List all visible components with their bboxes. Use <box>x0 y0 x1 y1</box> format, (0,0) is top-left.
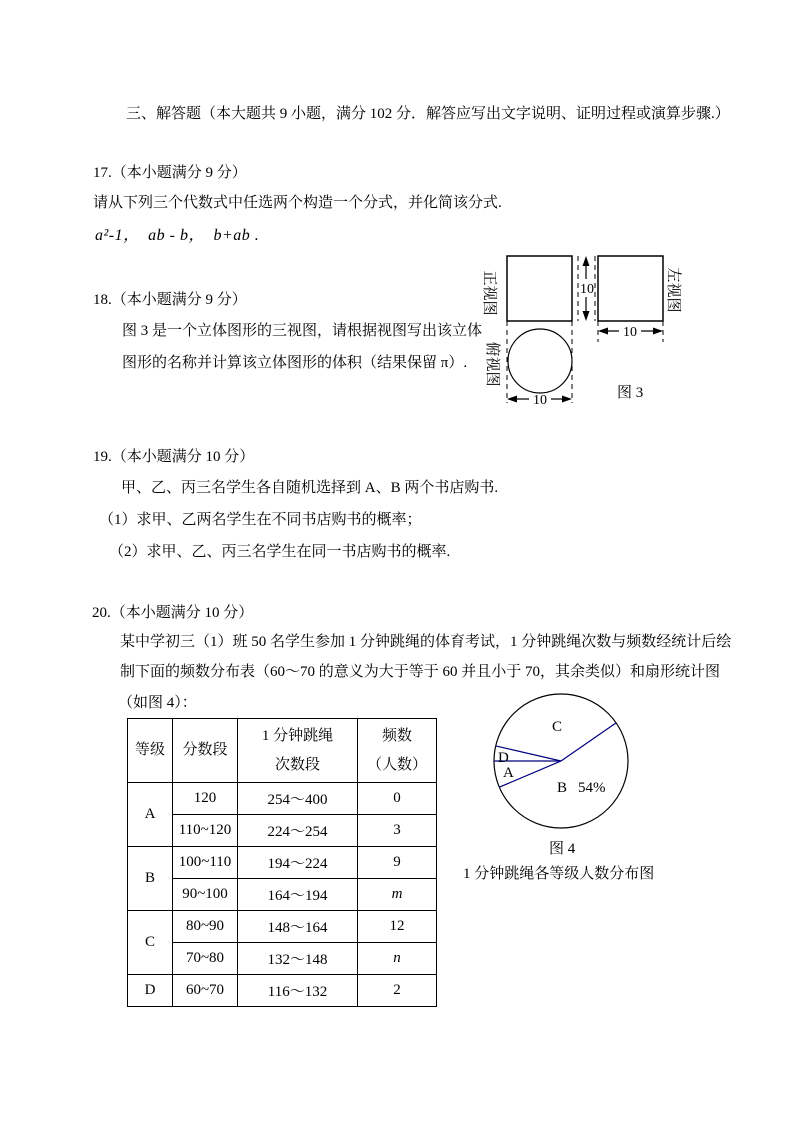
table-row <box>128 815 437 847</box>
freq-cell: 3 <box>358 815 437 847</box>
diameter-dimension-label: 10 <box>533 393 547 408</box>
pie-label-b: B <box>557 780 568 796</box>
figure4-caption: 图 4 <box>549 841 576 857</box>
q17-body: 请从下列三个代数式中任选两个构造一个分式，并化简该分式. <box>93 195 502 211</box>
header-freq-line2: （人数） <box>366 756 427 773</box>
table-row <box>128 943 437 975</box>
header-freq <box>358 719 437 783</box>
score-cell: 80~90 <box>173 911 238 943</box>
pie-label-b-percent: 54% <box>578 780 606 796</box>
score-cell: 100~110 <box>173 847 238 879</box>
front-view-square <box>507 256 572 321</box>
header-grade: 等级 <box>128 719 173 783</box>
q18-body-line1: 图 3 是一个立体图形的三视图，请根据视图写出该立体 <box>122 323 483 339</box>
figure4-pie-chart <box>485 688 645 838</box>
frequency-table <box>127 718 437 1007</box>
table-row <box>128 783 437 815</box>
top-view-label: 俯视图 <box>484 341 500 387</box>
q19-part1: （1）求甲、乙两名学生在不同书店购书的概率； <box>99 512 422 528</box>
score-cell: 90~100 <box>173 879 238 911</box>
width-dimension-label: 10 <box>623 325 637 340</box>
figure3-three-view-diagram <box>470 245 695 413</box>
left-view-label: 左视图 <box>665 267 681 313</box>
freq-cell-variable-m: m <box>358 879 437 911</box>
q18-body-line2: 图形的名称并计算该立体图形的体积（结果保留 π）. <box>122 355 468 371</box>
q20-number: 20.（本小题满分 10 分） <box>92 605 254 621</box>
score-cell: 70~80 <box>173 943 238 975</box>
jumps-cell: 224～254 <box>238 815 358 847</box>
table-header-row <box>128 719 437 783</box>
jumps-cell: 132～148 <box>238 943 358 975</box>
freq-cell: 12 <box>358 911 437 943</box>
jumps-cell: 148～164 <box>238 911 358 943</box>
pie-label-c: C <box>552 719 563 735</box>
left-view-square <box>598 256 663 321</box>
freq-cell: 9 <box>358 847 437 879</box>
figure4-subtitle: 1 分钟跳绳各等级人数分布图 <box>463 866 655 882</box>
jumps-cell: 194～224 <box>238 847 358 879</box>
figure3-caption: 图 3 <box>617 385 644 401</box>
height-dimension-label: 10 <box>580 282 594 297</box>
table-row <box>128 847 437 879</box>
q19-body: 甲、乙、丙三名学生各自随机选择到 A、B 两个书店购书. <box>121 480 499 496</box>
grade-cell-b: B <box>128 847 173 911</box>
section-heading: 三、解答题（本大题共 9 小题，满分 102 分．解答应写出文字说明、证明过程或演算步骤.） <box>126 106 730 122</box>
projection-dashed-lines <box>507 256 663 403</box>
q19-part2: （2）求甲、乙、丙三名学生在同一书店购书的概率. <box>109 544 451 560</box>
q17-number: 17.（本小题满分 9 分） <box>93 165 247 181</box>
score-cell: 60~70 <box>173 975 238 1007</box>
q20-body-line3: （如图 4）： <box>118 695 197 711</box>
grade-cell-c: C <box>128 911 173 975</box>
table-row <box>128 975 437 1007</box>
q20-body-line1: 某中学初三（1）班 50 名学生参加 1 分钟跳绳的体育考试，1 分钟跳绳次数与频数经统计后绘 <box>120 634 732 650</box>
table-row <box>128 879 437 911</box>
table-row <box>128 911 437 943</box>
score-cell: 120 <box>173 783 238 815</box>
jumps-cell: 254～400 <box>238 783 358 815</box>
q20-body-line2: 制下面的频数分布表（60～70 的意义为大于等于 60 并且小于 70，其余类似）和扇形统计图 <box>120 664 721 680</box>
freq-cell: 0 <box>358 783 437 815</box>
score-cell: 110~120 <box>173 815 238 847</box>
header-jumps-line1: 1 分钟跳绳 <box>261 727 334 744</box>
jumps-cell: 116～132 <box>238 975 358 1007</box>
header-score: 分数段 <box>173 719 238 783</box>
header-jumps <box>238 719 358 783</box>
header-freq-line1: 频数 <box>381 727 412 744</box>
pie-label-d: D <box>498 750 509 766</box>
front-view-label: 正视图 <box>481 270 497 316</box>
q19-number: 19.（本小题满分 10 分） <box>93 449 255 465</box>
q18-number: 18.（本小题满分 9 分） <box>93 292 247 308</box>
grade-cell-d: D <box>128 975 173 1007</box>
pie-label-a: A <box>503 765 514 781</box>
freq-cell: 2 <box>358 975 437 1007</box>
q17-formula: a²-1， ab - b， b+ab . <box>95 227 260 244</box>
header-jumps-line2: 次数段 <box>274 756 320 773</box>
jumps-cell: 164～194 <box>238 879 358 911</box>
top-view-circle <box>508 329 572 393</box>
grade-cell-a: A <box>128 783 173 847</box>
freq-cell-variable-n: n <box>358 943 437 975</box>
